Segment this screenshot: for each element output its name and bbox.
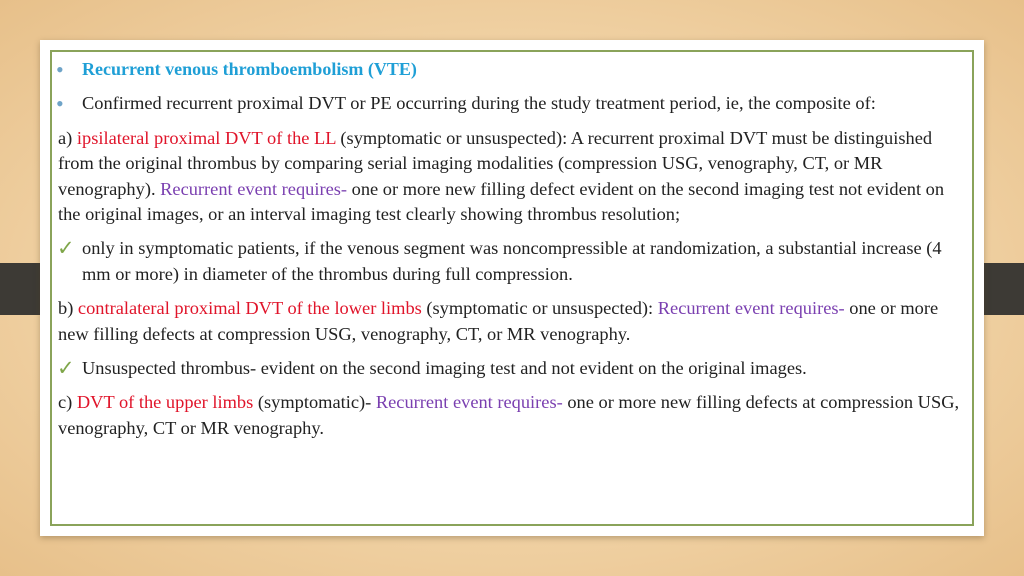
check-a-text: only in symptomatic patients, if the venous segment was noncompressible at randomization, a substantial increase (4 mm or more) in diameter of the thrombus during full compression. [82, 238, 942, 284]
slide-heading: Recurrent venous thromboembolism (VTE) [82, 59, 417, 79]
heading-bullet [58, 57, 963, 82]
section-c-highlight: DVT of the upper limbs [76, 392, 254, 413]
section-b-highlight: contralateral proximal DVT of the lower limbs [77, 298, 422, 319]
bullet-dot-icon: • [56, 91, 64, 117]
section-c [58, 390, 963, 441]
check-a-bullet [58, 236, 963, 287]
section-b-text2: one or more new filling defects at compression USG, venography, CT, or MR venography. [58, 298, 939, 344]
section-c-requires: Recurrent event requires- [375, 392, 563, 413]
section-a [58, 126, 963, 228]
section-a-requires: Recurrent event requires- [160, 178, 348, 199]
section-a-prefix: a) [58, 127, 77, 148]
section-a-text1: (symptomatic or unsuspected): A recurrent proximal DVT must be distinguished from the original thrombus by comparing serial imaging modalities (compression USG, venography, CT, or MR venography). [58, 127, 933, 199]
intro-bullet [58, 91, 963, 116]
check-b-bullet [58, 356, 963, 381]
section-a-text2: one or more new filling defect evident on the second imaging test not evident on the original images, or an interval imaging test clearly showing thrombus resolution; [58, 178, 945, 225]
section-b-text1: (symptomatic or unsuspected): [421, 298, 658, 319]
check-b-text: Unsuspected thrombus- evident on the second imaging test and not evident on the original images. [82, 358, 807, 379]
section-b [58, 296, 963, 347]
checkmark-icon: ✓ [57, 236, 75, 261]
left-decor-bar [0, 263, 40, 315]
section-c-text2: one or more new filling defects at compression USG, venography, CT or MR venography. [58, 392, 960, 438]
slide-content [58, 57, 963, 450]
intro-text: Confirmed recurrent proximal DVT or PE occurring during the study treatment period, ie, the composite of: [82, 93, 876, 114]
slide-card [40, 40, 984, 536]
checkmark-icon: ✓ [57, 356, 75, 381]
section-b-prefix: b) [58, 298, 78, 319]
bullet-dot-icon: • [56, 57, 64, 82]
section-c-prefix: c) [58, 392, 77, 413]
section-a-highlight: ipsilateral proximal DVT of the LL [76, 127, 336, 148]
section-c-text1: (symptomatic)- [253, 392, 376, 413]
section-b-requires: Recurrent event requires- [657, 298, 845, 319]
